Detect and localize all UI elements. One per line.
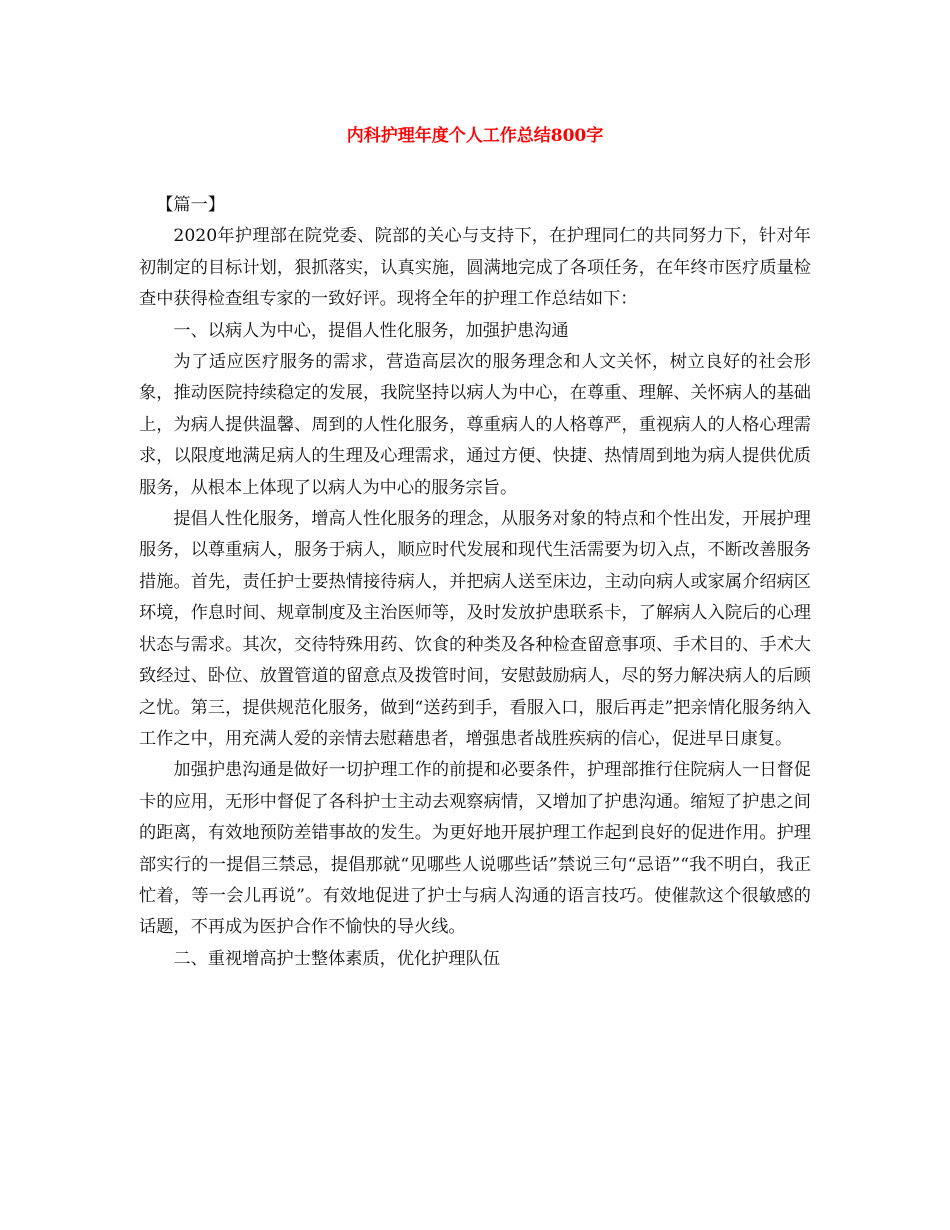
heading-section-one: 一、以病人为中心，提倡人性化服务，加强护患沟通 (173, 320, 569, 341)
document-body (139, 190, 811, 975)
paragraph: 提倡人性化服务，增高人性化服务的理念，从服务对象的特点和个性出发，开展护理服务，以尊重病人，服务于病人，顺应时代发展和现代生活需要为切入点，不断改善服务措施。首先，责任护士要热情接待病人，并把病人送至床边，主动向病人或家属介绍病区环境，作息时间、规章制度及主治医师等，及时发放护患联系卡，了解病人入院后的心理状态与需求。其次，交待特殊用药、饮食的种类及各种检查留意事项、手术目的、手术大致经过、卧位、放置管道的留意点及拨管时间，安慰鼓励病人，尽的努力解决病人的后顾之忧。第三，提供规范化服务，做到“送药到手，看服入口，服后再走”把亲情化服务纳入工作之中，用充满人爱的亲情去慰藉患者，增强患者战胜疾病的信心，促进早日康复。 (139, 509, 811, 749)
paragraph: 加强护患沟通是做好一切护理工作的前提和必要条件，护理部推行住院病人一日督促卡的应用，无形中督促了各科护士主动去观察病情，又增加了护患沟通。缩短了护患之间的距离，有效地预防差错事故的发生。为更好地开展护理工作起到良好的促进作用。护理部实行的一提倡三禁忌，提倡那就“见哪些人说哪些话”禁说三句“忌语”“我不明白，我正忙着，等一会儿再说”。有效地促进了护士与病人沟通的语言技巧。使催款这个很敏感的话题，不再成为医护合作不愉快的导火线。 (139, 760, 811, 938)
paragraph-intro: 2020年护理部在院党委、院部的关心与支持下，在护理同仁的共同努力下，针对年初制定的目标计划，狠抓落实，认真实施，圆满地完成了各项任务，在年终市医疗质量检查中获得检查组专家的一致好评。现将全年的护理工作总结如下： (139, 226, 811, 310)
paragraph: 为了适应医疗服务的需求，营造高层次的服务理念和人文关怀，树立良好的社会形象，推动医院持续稳定的发展，我院坚持以病人为中心，在尊重、理解、关怀病人的基础上，为病人提供温馨、周到的人性化服务，尊重病人的人格尊严，重视病人的人格心理需求，以限度地满足病人的生理及心理需求，通过方便、快捷、热情周到地为病人提供优质服务，从根本上体现了以病人为中心的服务宗旨。 (139, 352, 811, 498)
document-title: 内科护理年度个人工作总结800字 (346, 126, 604, 146)
section-mark: 【篇一】 (156, 195, 225, 215)
heading-section-two: 二、重视增高护士整体素质，优化护理队伍 (173, 948, 500, 969)
